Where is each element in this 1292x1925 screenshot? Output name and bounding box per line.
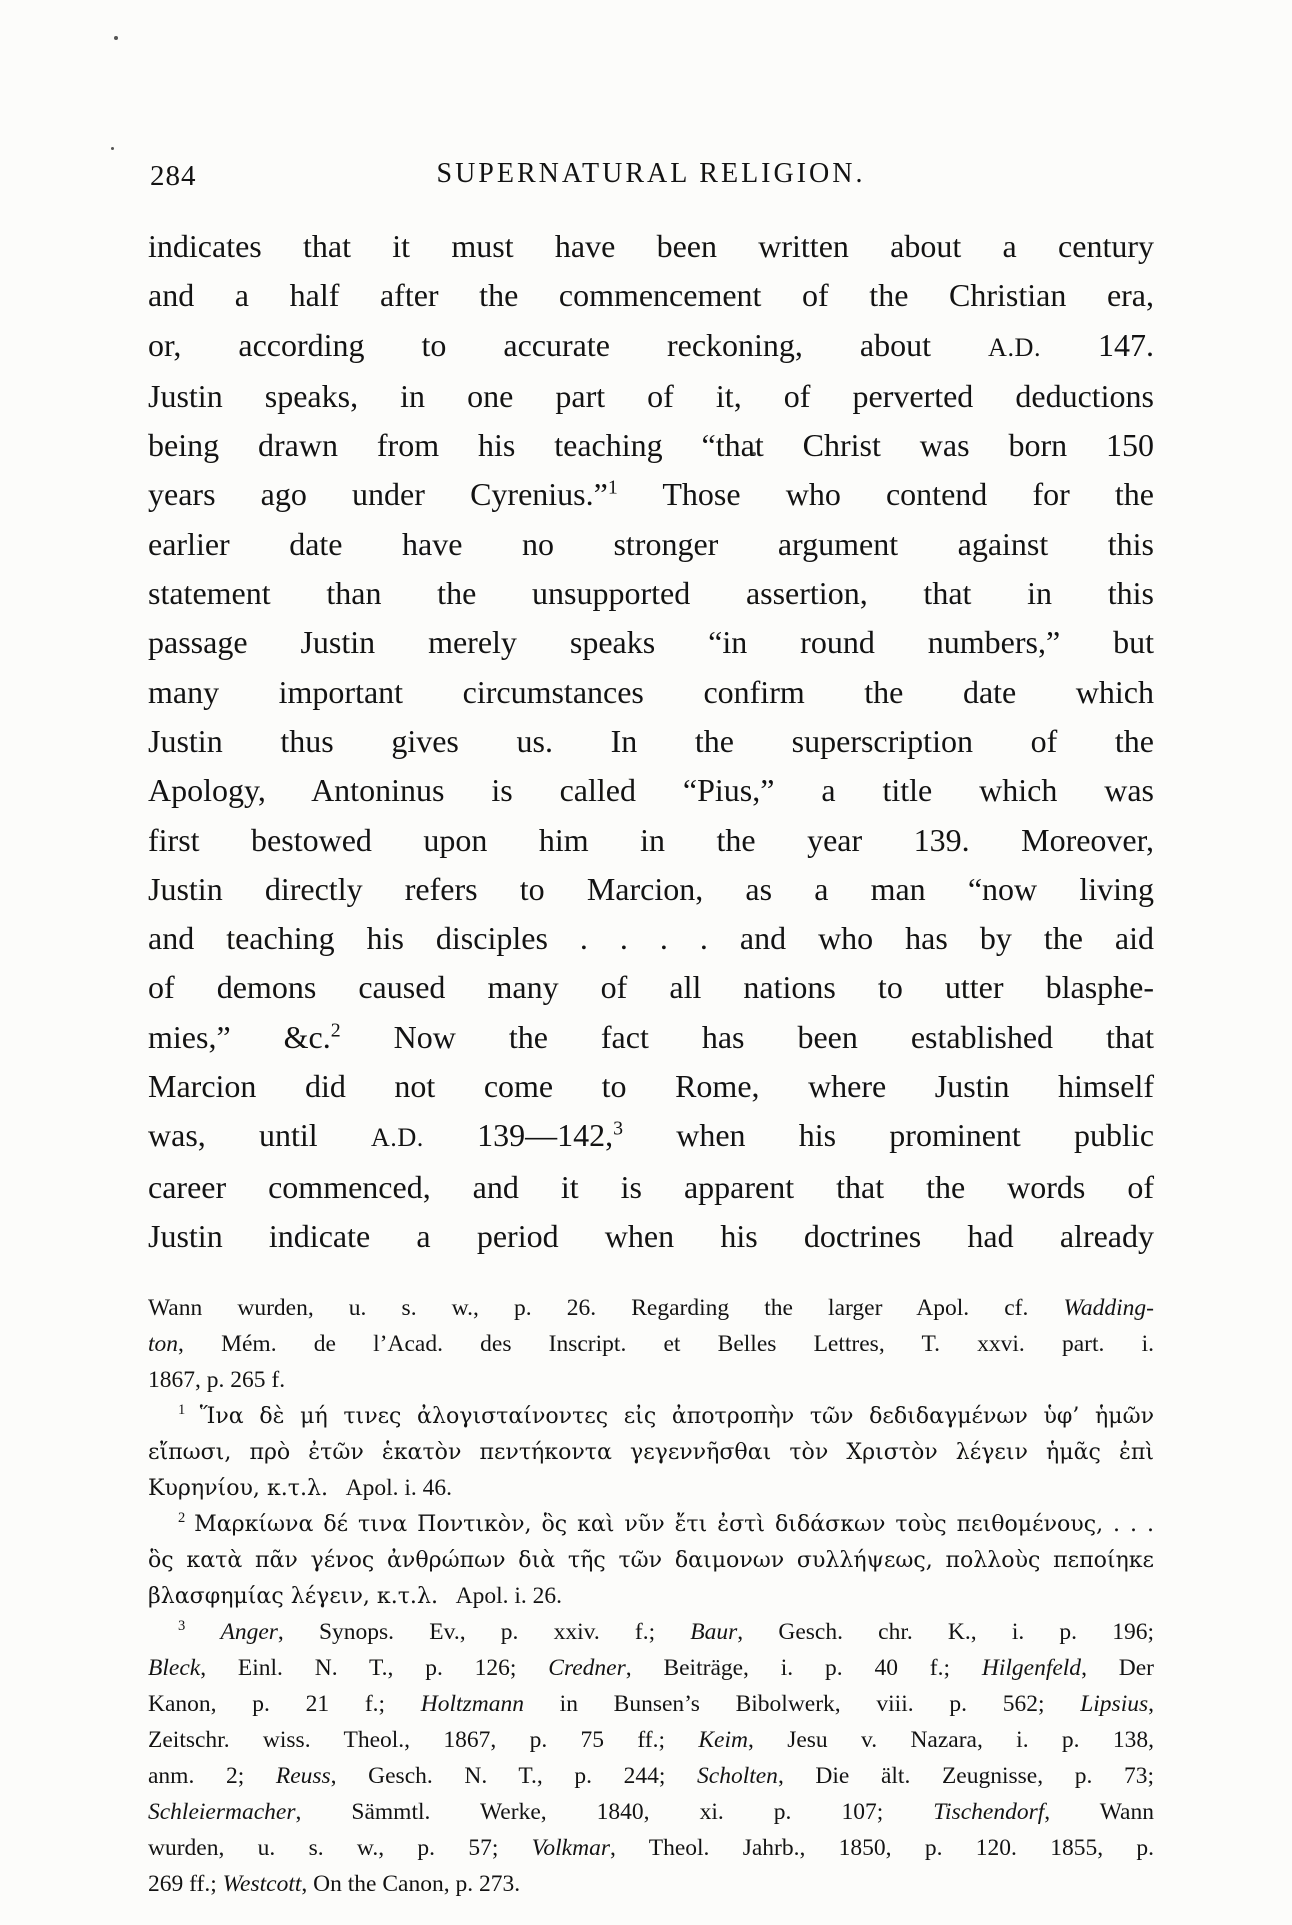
text-segment: Schleiermacher [148,1799,296,1825]
text-segment: A.D. [988,332,1042,362]
text-segment: εἴπωσι, πρὸ ἐτῶν ἑκατὸν πεντήκοντα γεγεννῆσθαι τὸν Χριστὸν λέγειν ἡμᾶς ἐπὶ [148,1439,1154,1465]
text-segment: Ἵνα δὲ μή τινες ἀλογισταίνοντες εἰς ἀποτροπὴν τῶν δεδιδαγμένων ὑφ’ ἡμῶν [199,1403,1155,1429]
text-segment: A.D. [370,1123,424,1153]
text-segment: of demons caused many of all nations to utter blasphe- [148,969,1154,1006]
body-line [148,668,1154,717]
text-segment: Anger [220,1619,278,1645]
page-body-text [148,222,1154,1261]
text-segment: , [1148,1691,1154,1717]
text-segment: wurden, u. s. w., p. 57; [148,1835,532,1861]
body-line [148,1013,1154,1062]
text-segment: indicates that it must have been written about a century [148,228,1154,264]
text-segment: , Jesu v. Nazara, i. p. 138, [747,1727,1154,1753]
text-segment: Baur [690,1619,738,1645]
text-segment: Kanon, p. 21 f.; [148,1691,421,1717]
footnote-line [148,1758,1154,1794]
footnote-line [148,1290,1154,1326]
footnote-line [148,1506,1154,1542]
text-segment: 269 ff.; [148,1871,223,1897]
body-line [148,520,1154,569]
text-segment: , Die ält. Zeugnisse, p. 73; [777,1763,1154,1789]
body-line [148,1163,1154,1212]
footnote-marker: 3 [178,1618,186,1635]
text-segment: Justin directly refers to Marcion, as a man “now living [148,870,1154,907]
scan-speck [111,147,114,150]
text-segment: ὃς κατὰ πᾶν γένος ἀνθρώπων διὰ τῆς τῶν δαιμονων συλλήψεως, πολλοὺς πεποίηκε [148,1547,1154,1573]
body-line [148,271,1154,320]
scan-speck [114,36,118,40]
text-segment [185,1511,194,1537]
body-line [148,321,1154,372]
page-header [148,158,1154,198]
footnote-marker: 3 [613,1117,624,1140]
text-segment: Those who contend for the [617,476,1155,513]
text-segment: Tischendorf [933,1799,1045,1825]
text-segment: passage Justin merely speaks “in round numbers,” but [148,624,1154,661]
text-segment: , Der [1081,1655,1154,1681]
text-segment [185,1619,220,1645]
text-segment: , On the Canon, p. 273. [301,1871,521,1897]
footnote-line [148,1398,1154,1434]
text-segment: βλασφημίας λέγειν, κ.τ.λ. [148,1583,438,1609]
text-segment: Now the fact has been established that [340,1018,1155,1055]
text-segment: , Wann [1044,1799,1154,1825]
text-segment: when his prominent public [623,1117,1155,1154]
footnote-line [148,1578,1154,1614]
text-segment: Volkmar [531,1835,610,1861]
footnote-marker: 1 [178,1402,186,1419]
footnote-line [148,1686,1154,1722]
text-segment: 1867, p. 265 f. [148,1367,286,1393]
text-segment: Apol. i. 46. [328,1475,453,1501]
body-line [148,569,1154,618]
text-segment: Wadding- [1063,1295,1154,1321]
text-segment: Justin speaks, in one part of it, of perverted deductions [148,377,1154,414]
text-segment: years ago under Cyrenius.” [148,476,608,513]
footnote-line [148,1866,1154,1902]
text-segment: , Gesch. chr. K., i. p. 196; [737,1619,1154,1645]
body-line [148,865,1154,914]
text-segment: , Theol. Jahrb., 1850, p. 120. 1855, p. [609,1835,1154,1861]
footnote-marker: 2 [330,1019,341,1042]
body-line [148,1212,1154,1261]
footnote-line [148,1722,1154,1758]
footnote-line [148,1794,1154,1830]
body-line [148,372,1154,421]
text-segment: anm. 2; [148,1763,276,1789]
text-segment: first bestowed upon him in the year 139. Moreover, [148,821,1154,858]
text-segment: Κυρηνίου, κ.τ.λ. [148,1475,329,1501]
text-segment: , Synops. Ev., p. xxiv. f.; [277,1619,691,1645]
text-segment: , Mém. de l’Acad. des Inscript. et Belles Lettres, T. xxvi. part. i. [178,1331,1154,1357]
body-line [148,766,1154,815]
text-segment: ton [148,1331,179,1357]
text-segment: Hilgenfeld [981,1655,1082,1681]
page-footnotes [148,1290,1154,1902]
footnote-line [148,1650,1154,1686]
text-segment: , Gesch. N. T., p. 244; [330,1763,698,1789]
text-segment: and teaching his disciples . . . . and who has by the aid [148,920,1154,957]
text-segment: Reuss [275,1763,331,1789]
body-line [148,963,1154,1012]
footnote-line [148,1830,1154,1866]
footnote-line [148,1434,1154,1470]
text-segment [185,1403,200,1429]
body-line [148,470,1154,519]
page-number: 284 [150,160,197,192]
text-segment: and a half after the commencement of the Christian era, [148,277,1154,314]
text-segment: , Einl. N. T., p. 126; [200,1655,549,1681]
text-segment: statement than the unsupported assertion, that in this [148,575,1154,612]
text-segment: Marcion did not come to Rome, where Justin himself [148,1068,1154,1105]
text-segment: earlier date have no stronger argument against this [148,525,1154,562]
text-segment: Credner [548,1655,626,1681]
text-segment: , Sämmtl. Werke, 1840, xi. p. 107; [295,1799,934,1825]
running-title: SUPERNATURAL RELIGION. [436,158,866,189]
footnote-line [148,1614,1154,1650]
body-line [148,421,1154,470]
text-segment: in Bunsen’s Bibolwerk, viii. p. 562; [523,1691,1081,1717]
text-segment: Zeitschr. wiss. Theol., 1867, p. 75 ff.; [148,1727,699,1753]
text-segment: Justin thus gives us. In the superscription of the [148,722,1154,759]
text-segment: many important circumstances confirm the date which [148,673,1154,710]
text-segment: Scholten [697,1763,778,1789]
text-segment: Westcott [222,1871,302,1897]
text-segment: Apology, Antoninus is called “Pius,” a title which was [148,772,1154,809]
body-line [148,1111,1154,1162]
text-segment: was, until [148,1117,371,1154]
text-segment: Justin indicate a period when his doctrines had already [148,1217,1154,1254]
body-line [148,816,1154,865]
text-segment: Μαρκίωνα δέ τινα Ποντικὸν, ὃς καὶ νῦν ἔτι ἐστὶ διδάσκων τοὺς πειθομένους, . . . [194,1511,1155,1537]
footnote-line [148,1542,1154,1578]
body-line [148,914,1154,963]
footnote-line [148,1470,1154,1506]
body-line [148,1062,1154,1111]
footnote-line [148,1326,1154,1362]
footnote-marker: 1 [607,476,618,499]
text-segment: Holtzmann [420,1691,524,1717]
text-segment: Wann wurden, u. s. w., p. 26. Regarding the larger Apol. cf. [148,1295,1064,1321]
text-segment: , Beiträge, i. p. 40 f.; [625,1655,982,1681]
text-segment: Apol. i. 26. [437,1583,562,1609]
text-segment: mies,” &c. [148,1018,331,1055]
text-segment: Keim [698,1727,748,1753]
body-line [148,717,1154,766]
text-segment: being drawn from his teaching “that Christ was born 150 [148,427,1154,464]
body-line [148,618,1154,667]
text-segment: Lipsius [1080,1691,1149,1717]
text-segment: career commenced, and it is apparent that the words of [148,1168,1154,1205]
text-segment: 147. [1041,326,1155,363]
body-line [148,222,1154,271]
text-segment: 139—142, [423,1117,614,1154]
text-segment: or, according to accurate reckoning, about [148,326,988,363]
footnote-line [148,1362,1154,1398]
text-segment: Bleck [148,1655,201,1681]
footnote-marker: 2 [178,1510,186,1527]
